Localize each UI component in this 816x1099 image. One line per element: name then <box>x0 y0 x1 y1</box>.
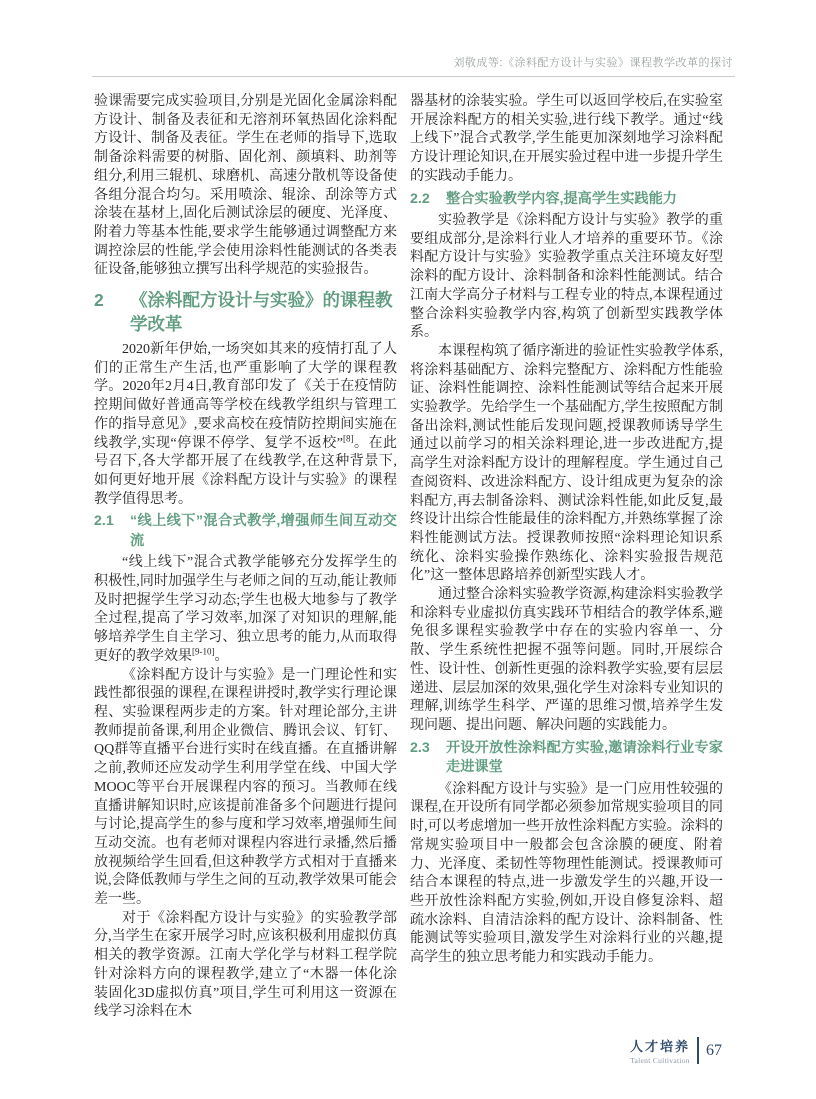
journal-name <box>630 1036 690 1065</box>
page-footer <box>92 1036 722 1065</box>
article-body <box>94 93 723 1022</box>
text-run: 器基材的涂装实验。学生可以返回学校后,在实验室开展涂料配方的相关实验,进行线下教学。通过“线上线下”混合式教学,学生能更加深刻地学习涂料配方设计理论知识,在开展实验过程中进一步提升学生的实践动手能力。 <box>410 94 723 184</box>
citation-superscript: [9-10] <box>192 646 215 657</box>
paragraph <box>410 93 723 187</box>
heading-title: “线上线下”混合式教学,增强师生间互动交流 <box>130 513 397 549</box>
text-run: 验课需要完成实验项目,分别是光固化金属涂料配方设计、制备及表征和无溶剂环氧热固化涂料配方设计、制备及表征。学生在老师的指导下,选取制备涂料需要的树脂、固化剂、颜填料、助剂等组分,利用三辊机、球磨机、高速分散机等设备使各组分混合均匀。采用喷涂、辊涂、刮涂等方式涂装在基材上,固化后测试涂层的硬度、光泽度、附着力等基本性能,要求学生能够通过调整配方来调控涂层的性能,学会使用涂料性能测试的各类表征设备,能够独立撰写出科学规范的实验报告。 <box>94 94 397 278</box>
text-run: 。在此号召下,各大学都开展了在线教学,在这种背景下,如何更好地开展《涂料配方设计与实验》的课程教学值得思考。 <box>94 435 397 507</box>
heading-title: 开设开放性涂料配方实验,邀请涂料行业专家走进课堂 <box>446 739 723 776</box>
heading-number: 2 <box>94 290 104 311</box>
paragraph <box>94 554 397 666</box>
paragraph <box>410 343 723 586</box>
text-run: 通过整合涂料实验教学资源,构建涂料实验教学和涂料专业虚拟仿真实践环节相结合的教学体系,避免很多课程实验教学中存在的实验内容单一、分散、学生系统性把握不强等问题。同时,开展综合性、设计性、创新性更强的涂料教学实验,要有层层递进、层层加深的效果,强化学生对涂料专业知识的理解,训练学生科学、严谨的思维习惯,培养学生发现问题、提出问题、解决问题的实践能力。 <box>410 587 723 733</box>
text-run: 。 <box>214 648 229 664</box>
paragraph <box>94 341 397 509</box>
heading-number: 2.2 <box>410 190 430 207</box>
journal-name-en: Talent Cultivation <box>630 1056 690 1065</box>
page-number: 67 <box>706 1041 722 1059</box>
sub-heading <box>94 512 397 551</box>
running-head-title: 刘敬成等:《涂料配方设计与实验》课程教学改革的探讨 <box>453 57 733 69</box>
paragraph <box>94 667 397 910</box>
sub-heading <box>410 739 723 778</box>
text-run: 本课程构筑了循序渐进的验证性实验教学体系,将涂料基础配方、涂料完整配方、涂料配方性能验证、涂料性能调控、涂料性能测试等结合起来开展实验教学。先给学生一个基础配方,学生按照配方制备出涂料,测试性能后发现问题,授课教师诱导学生通过以前学习的相关涂料理论,进一步改进配方,提高学生对涂料配方设计的理解程度。学生通过自己查阅资料、改进涂料配方、设计组成更为复杂的涂料配方,再去制备涂料、测试涂料性能,如此反复,最终设计出综合性能最佳的涂料配方,并熟练掌握了涂料性能测试方法。授课教师按照“涂料理论知识系统化、涂料实验操作熟练化、涂料实验报告规范化”这一整体思路培养创新型实践人才。 <box>410 343 723 584</box>
header-divider <box>92 76 735 77</box>
text-run: 《涂料配方设计与实验》是一门理论性和实践性都很强的课程,在课程讲授时,教学实行理论课程、实验课程两步走的方案。针对理论部分,主讲教师提前备课,利用企业微信、腾讯会议、钉钉、QQ群等直播平台进行实时在线直播。在直播讲解之前,教师还应发动学生利用学堂在线、中国大学MOOC等平台开展课程内容的预习。当教师在线直播讲解知识时,应该提前准备多个问题进行提问与讨论,提高学生的参与度和学习效率,增强师生间互动交流。也有老师对课程内容进行录播,然后播放视频给学生回看,但这种教学方式相对于直播来说,会降低教师与学生之间的互动,教学效果可能会差一些。 <box>94 667 397 908</box>
footer-divider-bar <box>697 1037 699 1064</box>
text-run: “线上线下”混合式教学能够充分发挥学生的积极性,同时加强学生与老师之间的互动,能让教师及时把握学生学习动态;学生也极大地参与了教学全过程,提高了学习效率,加深了对知识的理解,能够培养学生自主学习、独立思考的能力,从而取得更好的教学效果 <box>94 555 397 664</box>
journal-name-cn: 人才培养 <box>629 1039 690 1054</box>
heading-number: 2.1 <box>94 513 114 530</box>
text-run: 《涂料配方设计与实验》是一门应用性较强的课程,在开设所有同学都必须参加常规实验项目的同时,可以考虑增加一些开放性涂料配方实验。涂料的常规实验项目中一般都会包含涂膜的硬度、附着力、光泽度、柔韧性等物理性能测试。授课教师可结合本课程的特点,进一步激发学生的兴趣,开设一些开放性涂料配方实验,例如,开设自修复涂料、超疏水涂料、自清洁涂料的配方设计、涂料制备、性能测试等实验项目,激发学生对涂料行业的兴趣,提高学生的独立思考能力和实践动手能力。 <box>410 781 723 966</box>
section-heading <box>94 288 397 336</box>
paragraph <box>94 93 397 280</box>
heading-title: 《涂料配方设计与实验》的课程教学改革 <box>130 290 393 335</box>
heading-number: 2.3 <box>410 739 430 756</box>
paragraph <box>94 910 397 1022</box>
left-column <box>94 93 397 1022</box>
citation-superscript: [8] <box>342 432 354 443</box>
paragraph <box>410 212 723 343</box>
text-run: 对于《涂料配方设计与实验》的实验教学部分,当学生在家开展学习时,应该积极利用虚拟仿真相关的教学资源。江南大学化学与材料工程学院针对涂料方向的课程教学,建立了“木器一体化涂装固化3D虚拟仿真”项目,学生可利用这一资源在线学习涂料在木 <box>94 910 397 1020</box>
paragraph <box>410 781 723 968</box>
heading-title: 整合实验教学内容,提高学生实践能力 <box>446 190 677 207</box>
sub-heading <box>410 190 723 210</box>
right-column <box>410 93 723 968</box>
text-run: 实验教学是《涂料配方设计与实验》教学的重要组成部分,是涂料行业人才培养的重要环节。《涂料配方设计与实验》实验教学重点关注环境友好型涂料的配方设计、涂料制备和涂料性能测试。结合江南大学高分子材料与工程专业的特点,本课程通过整合涂料实验教学内容,构筑了创新型实践教学体系。 <box>410 213 723 341</box>
paragraph <box>410 586 723 736</box>
text-run: 2020新年伊始,一场突如其来的疫情打乱了人们的正常生产生活,也严重影响了大学的课程教学。2020年2月4日,教育部印发了《关于在疫情防控期间做好普通高等学校在线教学组织与管理工作的指导意见》,要求高校在疫情防控期间实施在线教学,实现“停课不停学、复学不返校” <box>94 342 397 451</box>
